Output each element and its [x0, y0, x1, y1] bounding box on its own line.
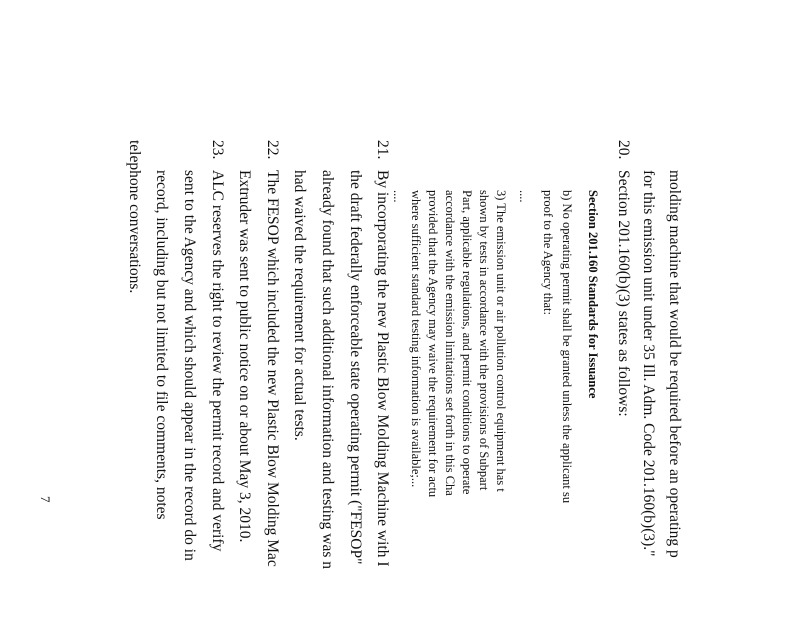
- paragraph-20-line-1: Section 201.160(b)(3) states as follows:: [615, 170, 632, 417]
- paragraph-21-line-3: already found that such additional information and testing was n: [319, 170, 336, 570]
- paragraph-23-line-2: sent to the Agency and which should appear in the record do in: [181, 170, 198, 561]
- paragraph-23-number: 23.: [209, 140, 226, 160]
- quote-b-line-2: proof to the Agency that:: [541, 190, 555, 315]
- paragraph-20-number: 20.: [615, 140, 632, 160]
- continuation-line-2: for this emission unit under 35 Ill. Adm. Code 201.160(b)(3).": [640, 170, 657, 557]
- quote-ellipsis-2: ....: [391, 190, 405, 203]
- continuation-line-1: molding machine that would be required before an operating p: [666, 170, 683, 558]
- page-number: 7: [38, 496, 53, 503]
- paragraph-21-number: 21.: [374, 140, 391, 160]
- quote-ellipsis-1: ....: [517, 190, 531, 203]
- quote-item-3-line-6: where sufficient standard testing information is available;...: [409, 190, 423, 488]
- paragraph-23-line-3: record, including but not limited to file comments, notes: [153, 170, 170, 520]
- paragraph-23-line-4: telephone conversations.: [126, 140, 143, 294]
- quote-item-3-line-5: provided that the Agency may waive the requirement for actu: [426, 190, 440, 498]
- quote-item-3-line-1: 3) The emission unit or air pollution control equipment has t: [494, 190, 508, 492]
- paragraph-23-line-1: ALC reserves the right to review the permit record and verify: [209, 170, 226, 552]
- quote-item-3-line-3: Part, applicable regulations, and permit conditions to operate: [460, 190, 474, 495]
- quote-b-line-1: b) No operating permit shall be granted unless the applicant su: [560, 190, 574, 504]
- quote-item-3-line-2: shown by tests in accordance with the provisions of Subpart: [477, 190, 491, 491]
- paragraph-22-line-1: The FESOP which included the new Plastic Blow Molding Mac: [264, 170, 281, 567]
- paragraph-21-line-4: had waived the requirement for actual tests.: [291, 170, 308, 441]
- paragraph-22-line-2: Extruder was sent to public notice on or about May 3, 2010.: [236, 170, 253, 543]
- paragraph-22-number: 22.: [264, 140, 281, 160]
- quote-item-3-line-4: accordance with the emission limitations set forth in this Cha: [443, 190, 457, 496]
- paragraph-21-line-1: By incorporating the new Plastic Blow Molding Machine with I: [374, 170, 391, 567]
- paragraph-21-line-2: the draft federally enforceable state operating permit ("FESOP": [347, 170, 364, 565]
- section-heading: Section 201.160 Standards for Issuance: [586, 190, 600, 399]
